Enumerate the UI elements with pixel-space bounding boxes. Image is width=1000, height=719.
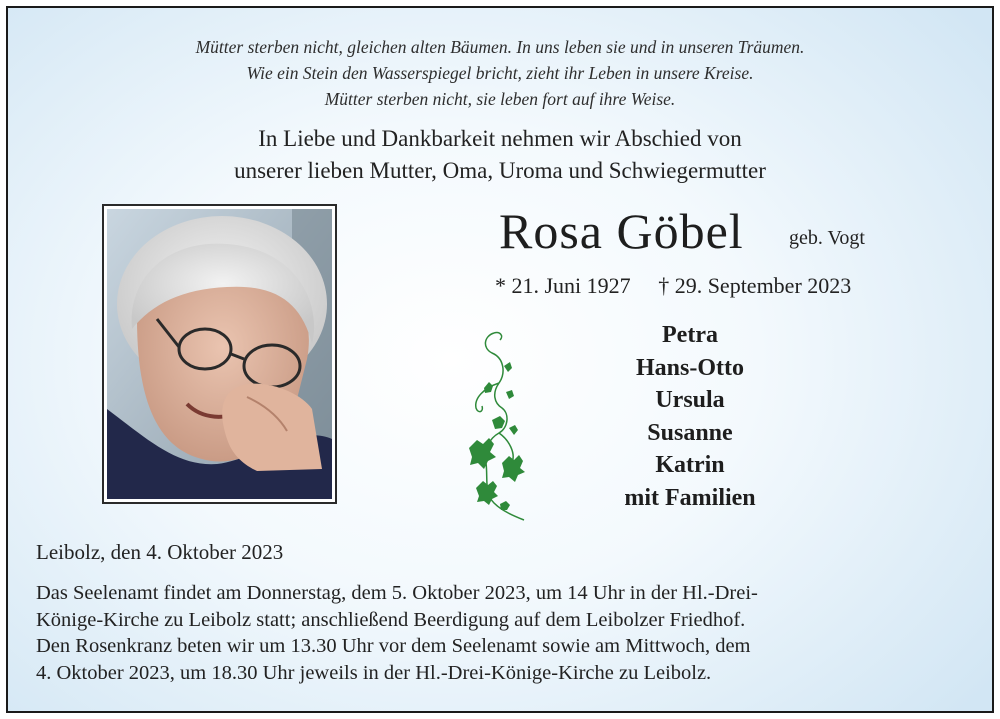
- poem: [8, 34, 992, 112]
- mourner-name: Hans-Otto: [636, 354, 744, 381]
- service-line: 4. Oktober 2023, um 18.30 Uhr jeweils in der Hl.-Drei-Könige-Kirche zu Leibolz.: [36, 661, 712, 684]
- birth-date: * 21. Juni 1927: [495, 273, 631, 298]
- service-information: [36, 580, 968, 686]
- mourner-name: Petra: [662, 322, 718, 348]
- mourner-name: Ursula: [655, 387, 725, 413]
- service-line: Könige-Kirche zu Leibolz statt; anschließend Beerdigung auf dem Leibolzer Friedhof.: [36, 608, 746, 631]
- intro-line: In Liebe und Dankbarkeit nehmen wir Abschied von: [258, 126, 742, 151]
- place-and-date: Leibolz, den 4. Oktober 2023: [36, 540, 284, 564]
- deceased-name-line: [478, 203, 918, 263]
- intro-text: [8, 123, 992, 187]
- poem-line: Wie ein Stein den Wasserspiegel bricht, zieht ihr Leben in unsere Kreise.: [246, 63, 754, 83]
- portrait-photo: [107, 209, 332, 499]
- mourner-name: mit Familien: [624, 484, 756, 511]
- service-line: Den Rosenkranz beten wir um 13.30 Uhr vor dem Seelenamt sowie am Mittwoch, dem: [36, 635, 751, 657]
- mourners-list: [570, 319, 810, 514]
- obituary-card: [6, 6, 994, 713]
- poem-line: Mütter sterben nicht, gleichen alten Bäumen. In uns leben sie und in unseren Träumen.: [195, 37, 805, 57]
- birth-name: geb. Vogt: [789, 227, 865, 249]
- death-date: † 29. September 2023: [658, 273, 852, 298]
- deceased-name: Rosa Göbel: [499, 203, 744, 259]
- ivy-icon: [454, 328, 530, 528]
- life-dates: [495, 272, 915, 300]
- mourner-name: Katrin: [655, 452, 725, 478]
- poem-line: Mütter sterben nicht, sie leben fort auf ihre Weise.: [324, 89, 676, 109]
- intro-line: unserer lieben Mutter, Oma, Uroma und Schwiegermutter: [234, 158, 766, 183]
- mourner-name: Susanne: [647, 419, 733, 446]
- portrait-photo-frame: [102, 204, 337, 504]
- service-line: Das Seelenamt findet am Donnerstag, dem 5. Oktober 2023, um 14 Uhr in der Hl.-Drei-: [36, 582, 758, 604]
